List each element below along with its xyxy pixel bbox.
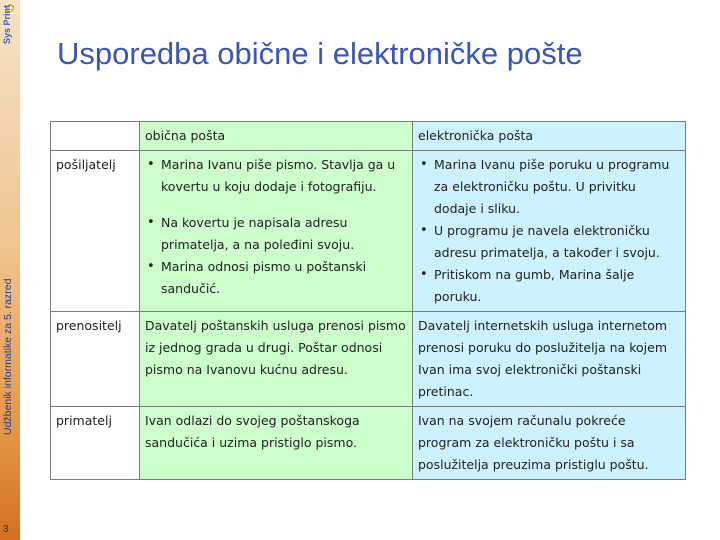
sidebar	[0, 0, 20, 540]
table-header-row	[51, 122, 686, 151]
header-empty-cell	[51, 122, 140, 151]
header-email: elektronička pošta	[413, 122, 686, 151]
table-row	[51, 407, 686, 480]
page-number: 3	[3, 524, 9, 535]
sender-email-cell	[413, 151, 686, 312]
row-label-carrier: prenositelj	[51, 312, 140, 407]
table-row	[51, 312, 686, 407]
row-label-sender: pošiljatelj	[51, 151, 140, 312]
publisher-logo-text: Sys Print	[2, 4, 12, 44]
carrier-regular-mail-cell: Davatelj poštanskih usluga prenosi pismo iz jednog grada u drugi. Poštar odnosi pismo na Ivanovu kućnu adresu.	[140, 312, 413, 407]
list-item: • Pritiskom na gumb, Marina šalje poruku.	[418, 264, 680, 308]
recipient-email-cell: Ivan na svojem računalu pokreće program za elektroničku poštu i sa poslužitelja preuzima pristiglu poštu.	[413, 407, 686, 480]
recipient-regular-mail-cell: Ivan odlazi do svojeg poštanskoga sandučića i uzima pristiglo pismo.	[140, 407, 413, 480]
bullet-list	[418, 154, 680, 308]
list-item: • Na kovertu je napisala adresu primatelja, a na poleđini svoju.	[145, 212, 407, 256]
table-row	[51, 151, 686, 312]
row-label-recipient: primatelj	[51, 407, 140, 480]
list-item: • U programu je navela elektroničku adresu primatelja, a također i svoju.	[418, 220, 680, 264]
comparison-table	[50, 121, 686, 480]
header-regular-mail: obična pošta	[140, 122, 413, 151]
bullet-list	[145, 154, 407, 300]
carrier-email-cell: Davatelj internetskih usluga internetom prenosi poruku do poslužitelja na kojem Ivan ima svoj elektronički poštanski pretinac.	[413, 312, 686, 407]
book-title-vertical: Udžbenik informatike za 5. razred	[2, 278, 14, 435]
list-item: • Marina Ivanu piše poruku u programu za elektroničku poštu. U privitku dodaje i sliku.	[418, 154, 680, 220]
sender-regular-mail-cell	[140, 151, 413, 312]
list-item: • Marina odnosi pismo u poštanski sandučić.	[145, 256, 407, 300]
slide-title: Usporedba obične i elektroničke pošte	[57, 36, 583, 71]
list-item: • Marina Ivanu piše pismo. Stavlja ga u kovertu u koju dodaje i fotografiju.	[145, 154, 407, 198]
